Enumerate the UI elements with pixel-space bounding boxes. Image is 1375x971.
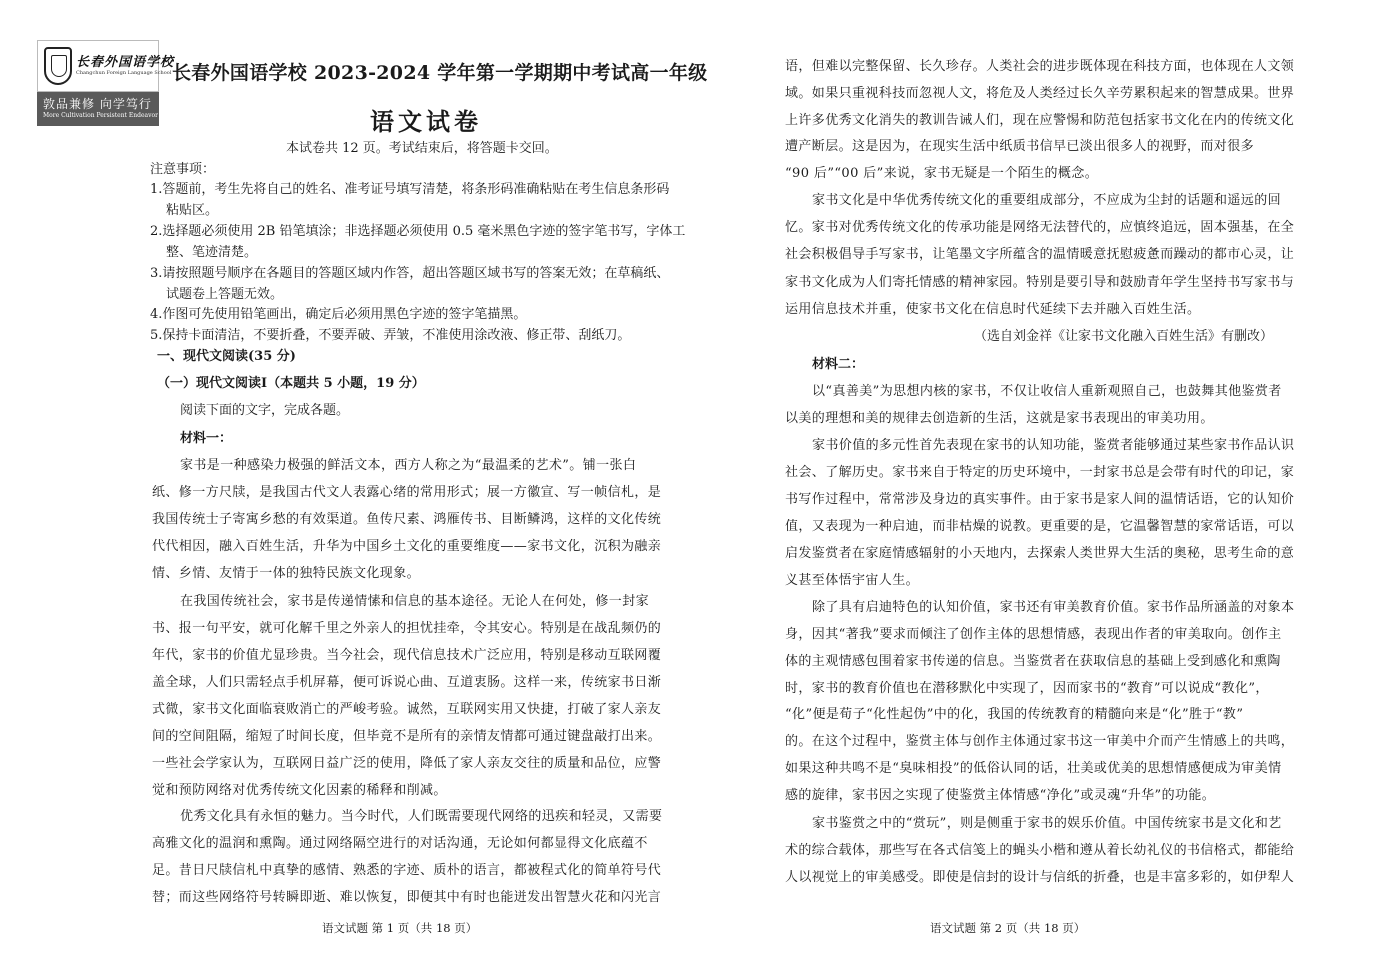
text-line: 值，又表现为一种启迪，而非枯燥的说教。更重要的是，它温馨智慧的家常话语，可以 — [785, 519, 1295, 534]
text-line: 体的主观情感包围着家书传递的信息。当鉴赏者在获取信息的基础上受到感化和熏陶 — [785, 654, 1281, 669]
page-2-footer: 语文试题 第 2 页（共 18 页） — [930, 921, 1086, 935]
text-line: 情、乡情、友情于一体的独特民族文化现象。 — [152, 566, 421, 581]
text-line: 家书价值的多元性首先表现在家书的认知功能，鉴赏者能够通过某些家书作品认识 — [812, 438, 1295, 453]
text-line: 粘贴区。 — [166, 203, 219, 218]
text-line: 上许多优秀文化消失的教训告诫人们，现在应警惕和防范包括家书文化在内的传统文化 — [785, 113, 1295, 128]
text-line: 家书文化是中华优秀传统文化的重要组成部分，不应成为尘封的话题和遥远的回 — [812, 193, 1282, 208]
text-line: 语，但难以完整保留、长久珍存。人类社会的进步既体现在科技方面，也体现在人文领 — [785, 59, 1295, 74]
logo-banner — [37, 40, 175, 92]
text-line: 除了具有启迪特色的认知价值，家书还有审美教育价值。家书作品所涵盖的对象本 — [812, 600, 1295, 615]
text-line: 启发鉴赏者在家庭情感辐射的小天地内，去探索人类世界大生活的奥秘，思考生命的意 — [785, 546, 1295, 561]
text-line: 时，家书的教育价值也在潜移默化中实现了，因而家书的“教育”可以说成“教化”， — [785, 681, 1269, 696]
text-line: 我国传统士子寄寓乡愁的有效渠道。鱼传尺素、鸿雁传书、目断鳞鸿，这样的文化传统 — [152, 512, 662, 527]
text-line: 年代，家书的价值尤显珍贵。当今社会，现代信息技术广泛应用，特别是移动互联网覆 — [152, 648, 662, 663]
text-line: 阅读下面的文字，完成各题。 — [180, 403, 350, 418]
text-line: 一、现代文阅读(35 分) — [157, 349, 296, 364]
text-line: 家书是一种感染力极强的鲜活文本，西方人称之为“最温柔的艺术”。铺一张白 — [180, 458, 637, 473]
text-line: 社会积极倡导手写家书，让笔墨文字所蕴含的温情暖意抚慰疲惫而躁动的都市心灵，让 — [785, 247, 1295, 262]
text-line: 义甚至体悟宇宙人生。 — [785, 573, 920, 588]
text-line: 忆。家书对优秀传统文化的传承功能是网络无法替代的，应慎终追远，固本强基，在全 — [785, 220, 1295, 235]
page-title: 语文试卷 — [370, 107, 482, 136]
school-seal-icon — [44, 47, 72, 85]
text-line: 域。如果只重视科技而忽视人文，将危及人类经过长久辛劳累积起来的智慧成果。世界 — [785, 86, 1295, 101]
text-line: 在我国传统社会，家书是传递情愫和信息的基本途径。无论人在何处，修一封家 — [180, 594, 650, 609]
text-line: “化”便是荀子“化性起伪”中的化，我国的传统教育的精髓向来是“化”胜于“教” — [785, 707, 1244, 722]
text-line: 如果这种共鸣不是“臭味相投”的低俗认同的话，壮美或优美的思想情感便成为审美情 — [785, 761, 1282, 776]
text-line: 试题卷上答题无效。 — [166, 287, 284, 302]
page-2 — [688, 0, 1375, 971]
text-line: 替；而这些网络符号转瞬即逝、难以恢复，即便其中有时也能迸发出智慧火花和闪光言 — [152, 890, 662, 905]
text-line: 运用信息技术并重，使家书文化在信息时代延续下去并融入百姓生活。 — [785, 302, 1201, 317]
text-line: 觉和预防网络对优秀传统文化因素的稀释和削减。 — [152, 783, 447, 798]
text-line: 人以视觉上的审美感受。即使是信封的设计与信纸的折叠，也是丰富多彩的，如伊犁人 — [785, 870, 1295, 885]
logo-school-name-en: Changchun Foreign Language School — [76, 70, 172, 76]
text-line: 以美的理想和美的规律去创造新的生活，这就是家书表现出的审美功用。 — [785, 411, 1214, 426]
text-line: 感的旋律，家书因之实现了使鉴赏主体情感“净化”或灵魂“升华”的功能。 — [785, 788, 1216, 803]
school-logo — [37, 40, 175, 126]
text-line: （选自刘金祥《让家书文化融入百姓生活》有删改） — [974, 329, 1274, 344]
text-line: 5.保持卡面清洁，不要折叠，不要弄破、弄皱，不准使用涂改液、修正带、刮纸刀。 — [150, 328, 631, 343]
text-line: 高雅文化的温润和熏陶。通过网络隔空进行的对话沟通，无论如何都显得文化底蕴不 — [152, 836, 648, 851]
text-line: 以“真善美”为思想内核的家书，不仅让收信人重新观照自己，也鼓舞其他鉴赏者 — [812, 384, 1282, 399]
text-line: 的。在这个过程中，鉴赏主体与创作主体通过家书这一审美中介而产生情感上的共鸣， — [785, 734, 1295, 749]
text-line: 纸、修一方尺牍，是我国古代文人表露心绪的常用形式；展一方徽宣、写一帧信札，是 — [152, 485, 662, 500]
text-line: 术的综合载体，那些写在各式信笺上的蝇头小楷和遵从着长幼礼仪的书信格式，都能给 — [785, 843, 1295, 858]
logo-motto-en: More Cultivation Persistent Endeavor — [43, 112, 158, 119]
text-line: 一些社会学家认为，互联网日益广泛的使用，降低了家人亲友交往的质量和品位，应警 — [152, 756, 662, 771]
text-line: 代代相因，融入百姓生活，升华为中国乡土文化的重要维度——家书文化，沉积为融亲 — [152, 539, 662, 554]
logo-school-name: 长春外国语学校 — [76, 55, 175, 70]
text-line: 材料一： — [180, 431, 233, 446]
text-line: “90 后”“00 后”来说，家书无疑是一个陌生的概念。 — [785, 166, 1099, 181]
text-line: 整、笔迹清楚。 — [166, 245, 258, 260]
text-line: 优秀文化具有永恒的魅力。当今时代，人们既需要现代网络的迅疾和轻灵，又需要 — [180, 809, 663, 824]
text-line: （一）现代文阅读Ⅰ（本题共 5 小题，19 分） — [157, 376, 425, 391]
page-1-footer: 语文试题 第 1 页（共 18 页） — [322, 921, 478, 935]
text-line: 间的空间阻隔，缩短了时间长度，但毕竟不是所有的亲情友情都可通过键盘敲打出来。 — [152, 729, 662, 744]
text-line: 社会、了解历史。家书来自于特定的历史环境中，一封家书总是会带有时代的印记，家 — [785, 465, 1295, 480]
text-line: 盖全球，人们只需轻点手机屏幕，便可诉说心曲、互道衷肠。这样一来，传统家书日渐 — [152, 675, 662, 690]
text-line: 本试卷共 12 页。考试结束后，将答题卡交回。 — [286, 141, 558, 156]
text-line: 身，因其“著我”要求而倾注了创作主体的思想情感，表现出作者的审美取向。创作主 — [785, 627, 1282, 642]
logo-motto: 敦品兼修 向学笃行 — [43, 97, 152, 111]
text-line: 1.答题前，考生先将自己的姓名、准考证号填写清楚，将条形码准确粘贴在考生信息条形码 — [150, 182, 670, 197]
text-line: 书写作过程中，常常涉及身边的真实事件。由于家书是家人间的温情话语，它的认知价 — [785, 492, 1295, 507]
text-line: 家书文化成为人们寄托情感的精神家园。特别是要引导和鼓励青年学生坚持书写家书与 — [785, 275, 1295, 290]
text-line: 注意事项： — [150, 162, 216, 177]
text-line: 遭产断层。这是因为，在现实生活中纸质书信早已淡出很多人的视野，而对很多 — [785, 139, 1255, 154]
text-line: 3.请按照题号顺序在各题目的答题区域内作答，超出答题区域书写的答案无效；在草稿纸、 — [150, 266, 670, 281]
text-line: 4.作图可先使用铅笔画出，确定后必须用黑色字迹的签字笔描黑。 — [150, 307, 527, 322]
exam-header: 长春外国语学校 2023-2024 学年第一学期期中考试高一年级 — [172, 62, 708, 84]
text-line: 书、报一句平安，就可化解千里之外亲人的担忧挂牵，令其安心。特别是在战乱频仍的 — [152, 621, 662, 636]
text-line: 家书鉴赏之中的“赏玩”，则是侧重于家书的娱乐价值。中国传统家书是文化和艺 — [812, 816, 1282, 831]
text-line: 式微，家书文化面临衰败消亡的严峻考验。诚然，互联网实用又快捷，打破了家人亲友 — [152, 702, 662, 717]
text-line: 足。昔日尺牍信札中真挚的感情、熟悉的字迹、质朴的语言，都被程式化的简单符号代 — [152, 863, 662, 878]
text-line: 2.选择题必须使用 2B 铅笔填涂；非选择题必须使用 0.5 毫米黑色字迹的签字笔书写，字体工 — [150, 224, 686, 239]
text-line: 材料二： — [812, 357, 865, 372]
